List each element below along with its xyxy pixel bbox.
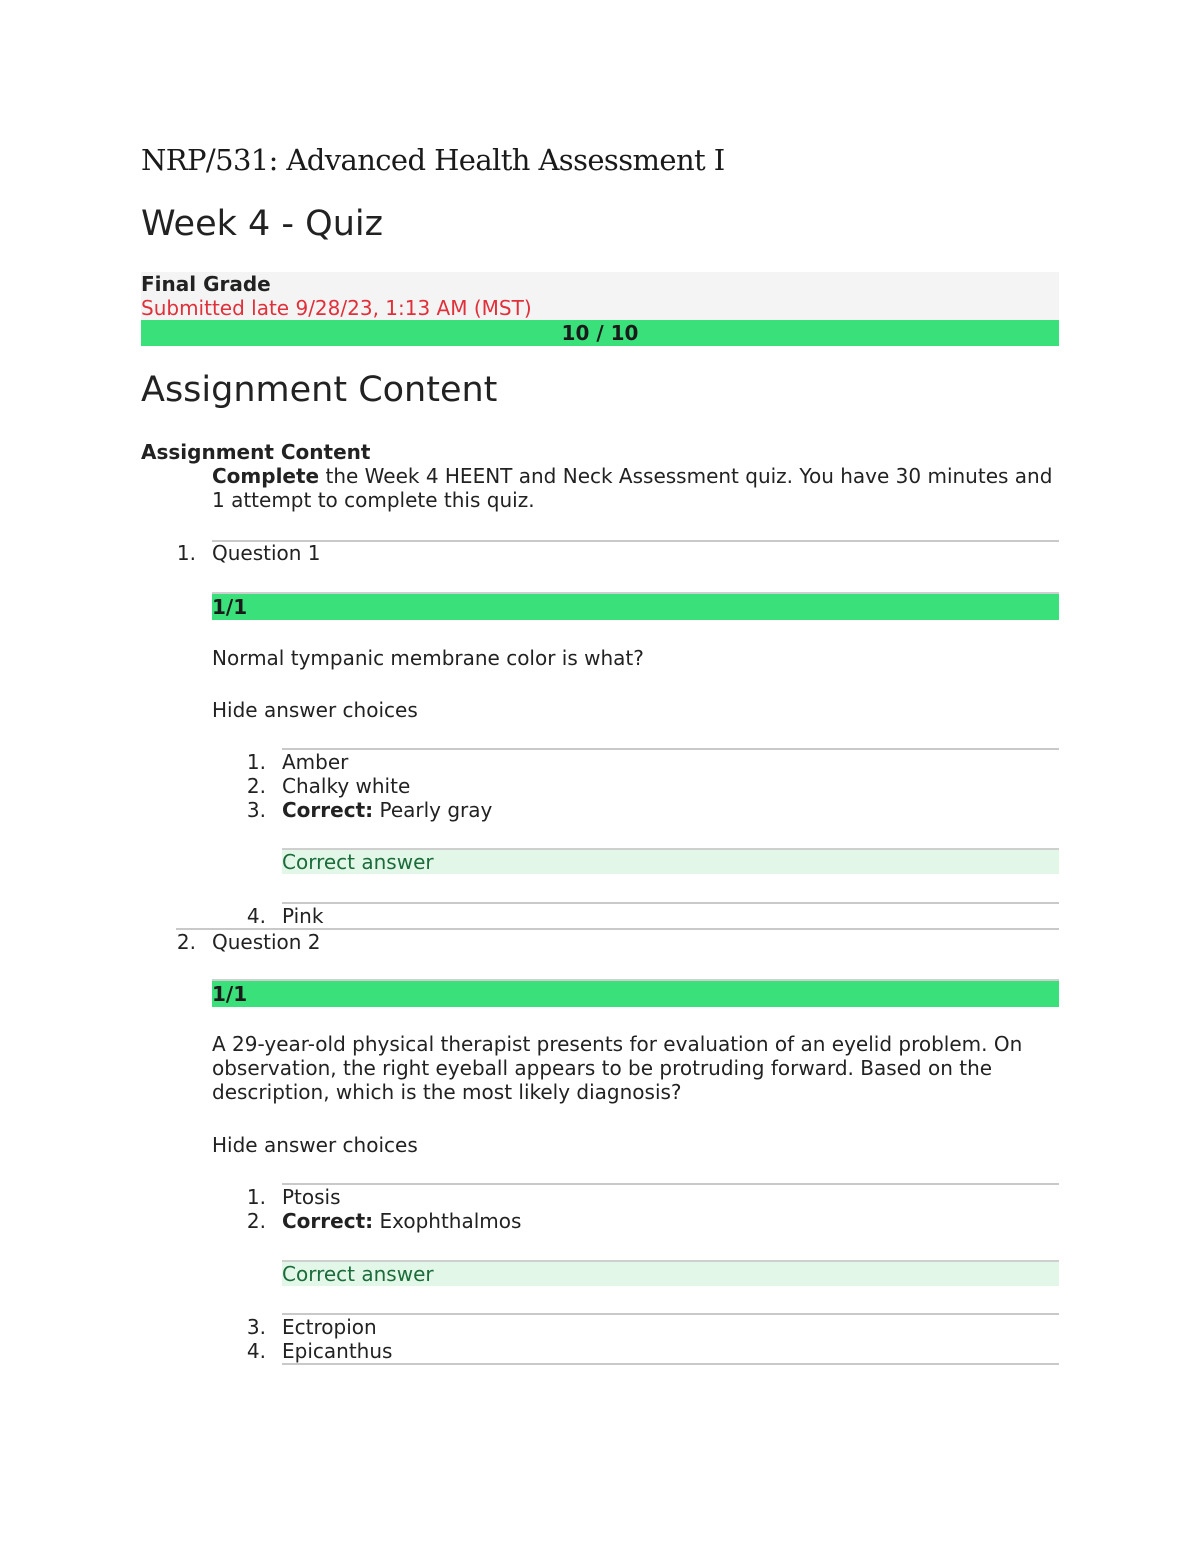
choices-divider — [282, 902, 1059, 904]
choices-divider — [282, 1183, 1059, 1185]
correct-prefix: Correct: — [282, 798, 374, 822]
question-text: A 29-year-old physical therapist presents for evaluation of an eyelid problem. On observation, the right eyeball appears to be protruding forward. Based on the description, which is the most likely diagnosis? — [212, 1032, 1023, 1104]
question-title: Question 1 — [212, 541, 321, 565]
instructions-text: the Week 4 HEENT and Neck Assessment quiz. You have 30 minutes and 1 attempt to complete this quiz. — [212, 464, 1053, 512]
question-number: 1. — [176, 541, 196, 565]
submitted-late-status: Submitted late 9/28/23, 1:13 AM (MST) — [141, 296, 532, 320]
choice-number: 3. — [246, 798, 266, 822]
choice-text: Pearly gray — [373, 798, 493, 822]
choice-text: Exophthalmos — [373, 1209, 522, 1233]
final-score-bar: 10 / 10 — [141, 320, 1059, 346]
choice-number: 1. — [246, 1185, 266, 1209]
quiz-title: Week 4 - Quiz — [141, 204, 383, 244]
answer-choice — [282, 904, 323, 928]
choice-number: 2. — [246, 774, 266, 798]
choice-number: 2. — [246, 1209, 266, 1233]
answer-choice — [282, 774, 410, 798]
correct-answer-label: Correct answer — [282, 850, 434, 874]
choices-divider — [282, 1313, 1059, 1315]
choice-text: Chalky white — [282, 774, 411, 798]
assignment-content-label: Assignment Content — [141, 440, 371, 464]
final-grade-label: Final Grade — [141, 272, 271, 296]
choice-text: Ptosis — [282, 1185, 341, 1209]
choice-text: Pink — [282, 904, 324, 928]
answer-choice — [282, 1185, 341, 1209]
choice-number: 4. — [246, 1339, 266, 1363]
question-score-bar: 1/1 — [212, 594, 1059, 620]
answer-choice — [282, 1339, 392, 1363]
choice-text: Ectropion — [282, 1315, 377, 1339]
choice-number: 4. — [246, 904, 266, 928]
instructions-bold: Complete — [212, 464, 320, 488]
course-title: NRP/531: Advanced Health Assessment I — [141, 143, 725, 177]
question-title: Question 2 — [212, 930, 321, 954]
question-number: 2. — [176, 930, 196, 954]
correct-prefix: Correct: — [282, 1209, 374, 1233]
question-score-bar: 1/1 — [212, 981, 1059, 1007]
section-title: Assignment Content — [141, 370, 498, 410]
correct-answer-label: Correct answer — [282, 1262, 434, 1286]
choices-divider — [282, 1363, 1059, 1365]
question-divider — [212, 540, 1059, 542]
answer-choice-correct — [282, 798, 492, 822]
choices-divider — [282, 748, 1059, 750]
choice-number: 1. — [246, 750, 266, 774]
hide-answer-choices-toggle[interactable]: Hide answer choices — [212, 1133, 418, 1157]
answer-choice — [282, 1315, 377, 1339]
assignment-instructions — [212, 464, 1059, 512]
choice-text: Epicanthus — [282, 1339, 393, 1363]
answer-choice-correct — [282, 1209, 521, 1233]
choice-number: 3. — [246, 1315, 266, 1339]
question-text: Normal tympanic membrane color is what? — [212, 646, 644, 670]
choice-text: Amber — [282, 750, 349, 774]
hide-answer-choices-toggle[interactable]: Hide answer choices — [212, 698, 418, 722]
answer-choice — [282, 750, 348, 774]
